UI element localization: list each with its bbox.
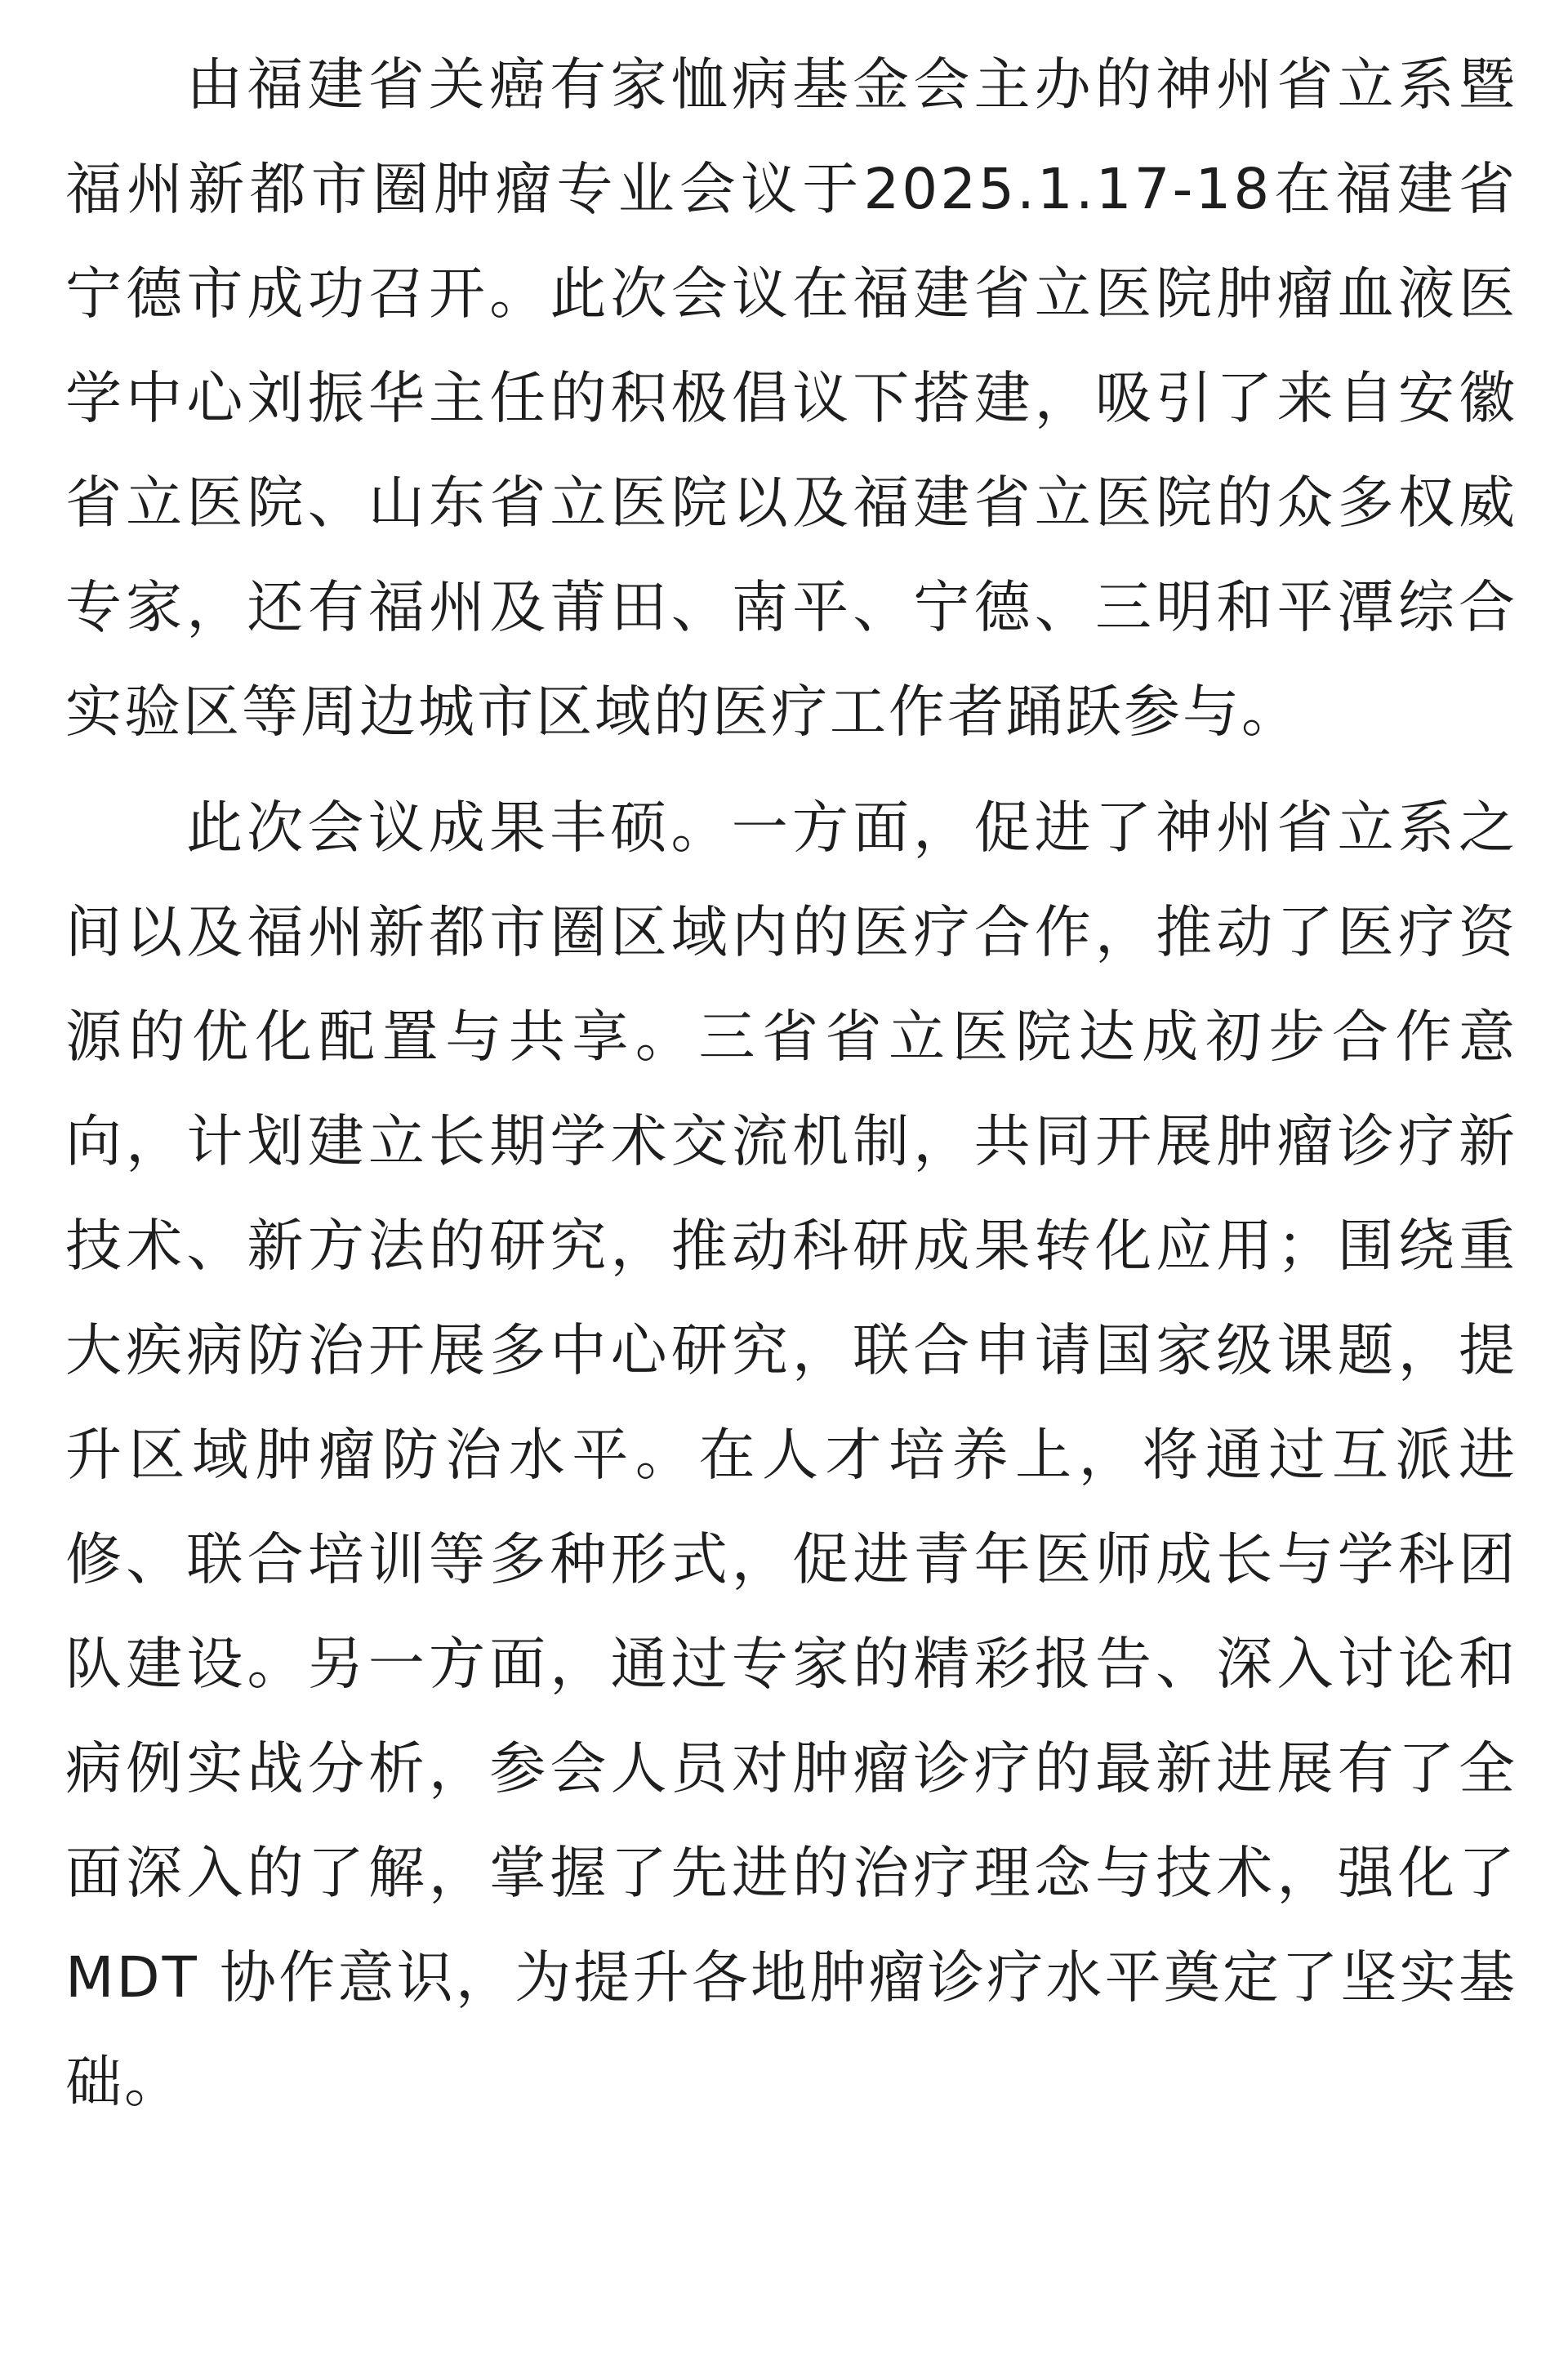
paragraph-intro: 由福建省关癌有家恤病基金会主办的神州省立系暨福州新都市圈肿瘤专业会议于2025.1.17-18在福建省宁德市成功召开。此次会议在福建省立医院肿瘤血液医学中心刘振华主任的积极倡议下搭建，吸引了来自安徽省立医院、山东省立医院以及福建省立医院的众多权威专家，还有福州及莆田、南平、宁德、三明和平潭综合实验区等周边城市区域的医疗工作者踊跃参与。 [65, 52, 1517, 745]
article-body [65, 33, 1517, 2146]
paragraph-results: 此次会议成果丰硕。一方面，促进了神州省立系之间以及福州新都市圈区域内的医疗合作，推动了医疗资源的优化配置与共享。三省省立医院达成初步合作意向，计划建立长期学术交流机制，共同开展肿瘤诊疗新技术、新方法的研究，推动科研成果转化应用；围绕重大疾病防治开展多中心研究，联合申请国家级课题，提升区域肿瘤防治水平。在人才培养上，将通过互派进修、联合培训等多种形式，促进青年医师成长与学科团队建设。另一方面，通过专家的精彩报告、深入讨论和病例实战分析，参会人员对肿瘤诊疗的最新进展有了全面深入的了解，掌握了先进的治疗理念与技术，强化了MDT 协作意识，为提升各地肿瘤诊疗水平奠定了坚实基础。 [65, 795, 1517, 2115]
